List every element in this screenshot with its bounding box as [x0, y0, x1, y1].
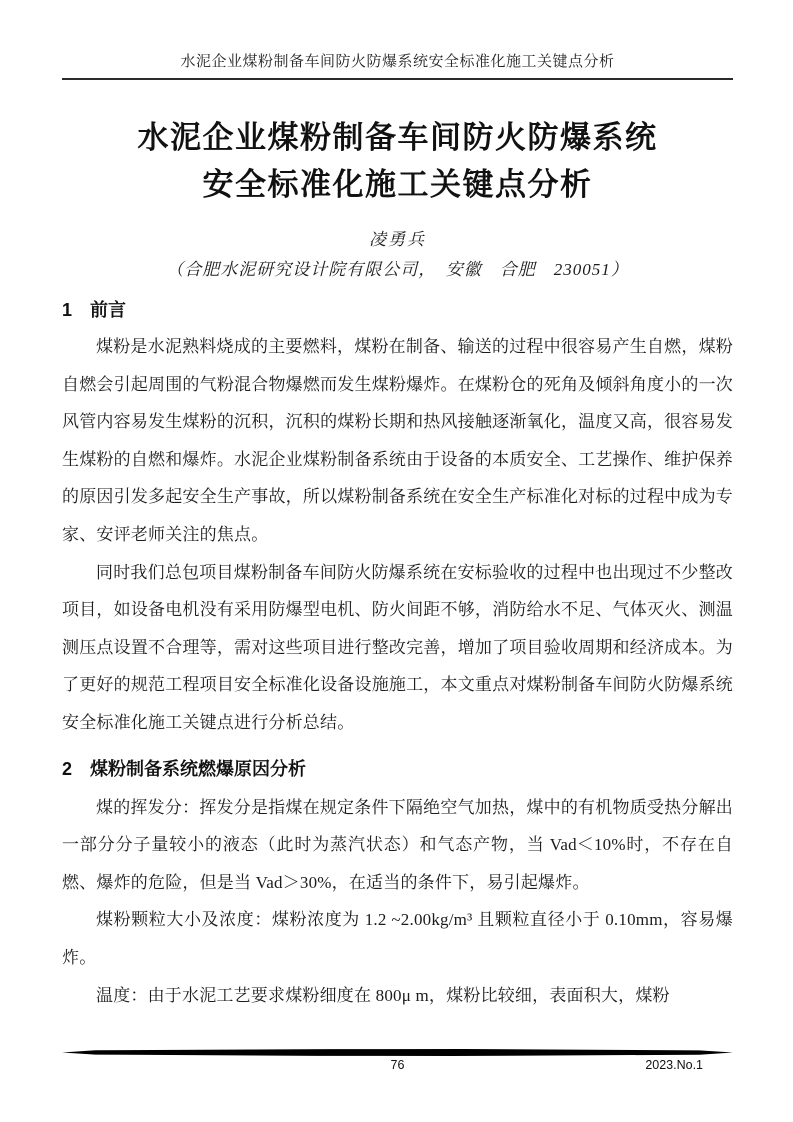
section-1-heading: 1 前言 — [62, 300, 127, 320]
section-1-paragraph-2: 同时我们总包项目煤粉制备车间防火防爆系统在安标验收的过程中也出现过不少整改项目，如设备电机没有采用防爆型电机、防火间距不够，消防给水不足、气体灭火、测温测压点设置不合理等，需对这些项目进行整改完善，增加了项目验收周期和经济成本。为了更好的规范工程项目安全标准化设备设施施工，本文重点对煤粉制备车间防火防爆系统安全标准化施工关键点进行分析总结。 — [62, 562, 733, 732]
footer-rule — [62, 1049, 733, 1056]
running-header-title: 水泥企业煤粉制备车间防火防爆系统安全标准化施工关键点分析 — [180, 54, 615, 70]
section-2-paragraph-2: 煤粉颗粒大小及浓度：煤粉浓度为 1.2 ~2.00kg/m³ 且颗粒直径小于 0.10mm，容易爆炸。 — [62, 910, 733, 967]
section-1-paragraph-1: 煤粉是水泥熟料烧成的主要燃料，煤粉在制备、输送的过程中很容易产生自燃，煤粉自燃会引起周围的气粉混合物爆燃而发生煤粉爆炸。在煤粉仓的死角及倾斜角度小的一次风管内容易发生煤粉的沉积，沉积的煤粉长期和热风接触逐渐氧化，温度又高，很容易发生煤粉的自燃和爆炸。水泥企业煤粉制备系统由于设备的本质安全、工艺操作、维护保养的原因引发多起安全生产事故，所以煤粉制备系统在安全生产标准化对标的过程中成为专家、安评老师关注的焦点。 — [62, 337, 733, 544]
issue-number: 2023.No.1 — [645, 1058, 703, 1072]
author-name: 凌勇兵 — [369, 230, 426, 249]
section-2-paragraph-3: 温度：由于水泥工艺要求煤粉细度在 800μ m，煤粉比较细，表面积大，煤粉 — [96, 985, 670, 1005]
page-number: 76 — [390, 1058, 405, 1072]
section-2-heading: 2 煤粉制备系统燃爆原因分析 — [62, 758, 307, 779]
footer-meta — [62, 1057, 733, 1075]
document-title-line1: 水泥企业煤粉制备车间防火防爆系统 — [137, 120, 658, 155]
page-header — [62, 50, 733, 80]
section-2-paragraph-1: 煤的挥发分：挥发分是指煤在规定条件下隔绝空气加热，煤中的有机物质受热分解出一部分分子量较小的液态（此时为蒸汽状态）和气态产物，当 Vad＜10%时，不存在自燃、爆炸的危险，但是当 Vad＞30%，在适当的条件下，易引起爆炸。 — [62, 797, 733, 892]
document-title — [62, 114, 733, 208]
page-footer — [62, 1049, 733, 1075]
document-title-line2: 安全标准化施工关键点分析 — [202, 167, 593, 202]
author-affiliation: （合肥水泥研究设计院有限公司， 安徽 合肥 230051） — [166, 260, 629, 279]
